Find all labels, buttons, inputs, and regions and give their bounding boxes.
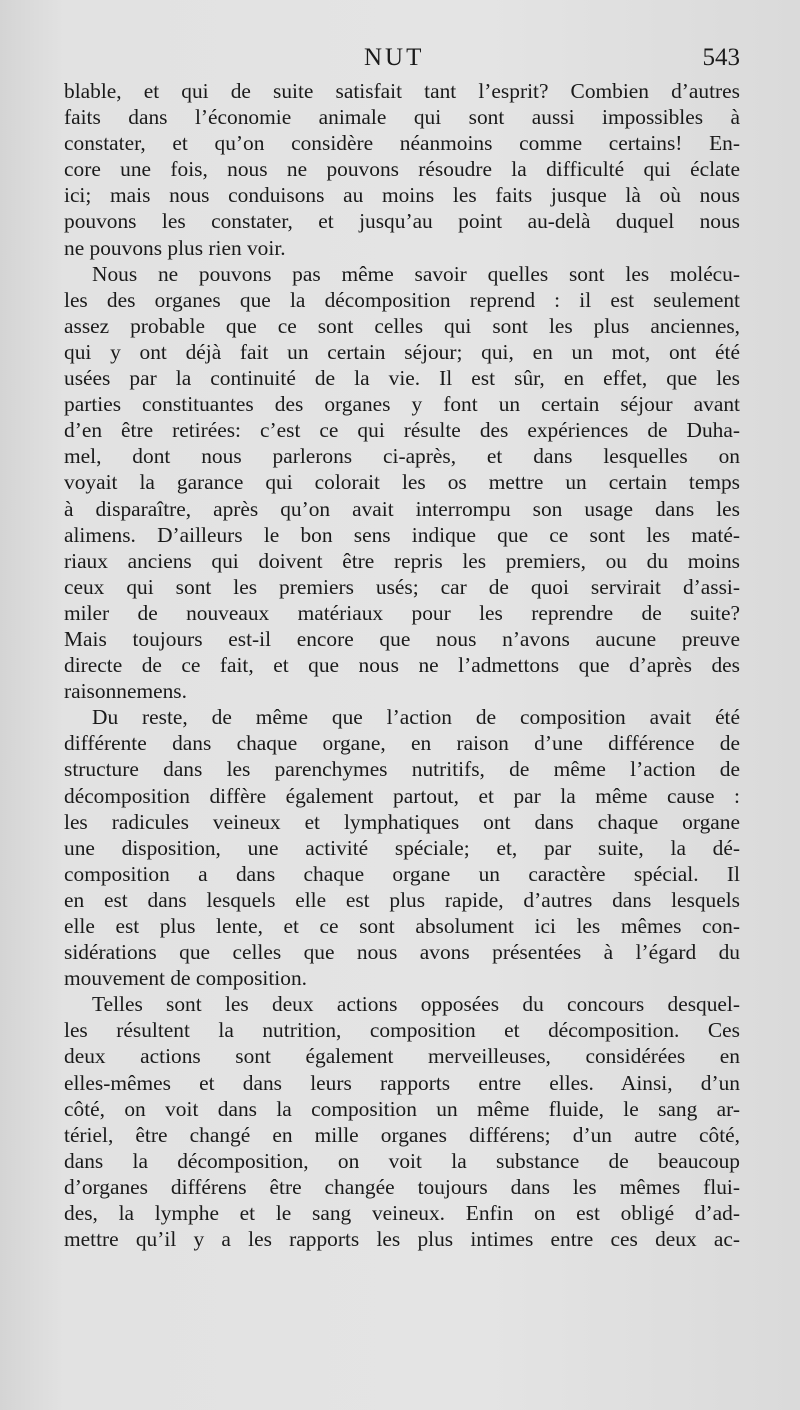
text-line: elles-mêmes et dans leurs rapports entre elles. Ainsi, d’un: [64, 1070, 740, 1095]
text-line: mel, dont nous parlerons ci-après, et dans lesquelles on: [64, 444, 740, 469]
text-line: constater, et qu’on considère néanmoins comme certains! En-: [64, 131, 740, 156]
text-line: pouvons les constater, et jusqu’au point au-delà duquel nous: [64, 209, 740, 234]
text-line: à disparaître, après qu’on avait interrompu son usage dans les: [64, 496, 740, 521]
text-line: décomposition diffère également partout, et par la même cause :: [64, 783, 740, 808]
text-line: ne pouvons plus rien voir.: [64, 235, 286, 260]
text-line: blable, et qui de suite satisfait tant l’esprit? Combien d’autres: [64, 79, 740, 103]
text-line: qui y ont déjà fait un certain séjour; qui, en un mot, ont été: [64, 339, 740, 364]
running-head: NUT: [364, 44, 425, 71]
text-line: côté, on voit dans la composition un même fluide, le sang ar-: [64, 1096, 740, 1121]
text-line: composition a dans chaque organe un caractère spécial. Il: [64, 861, 740, 886]
text-line: tériel, être changé en mille organes différens; d’un autre côté,: [64, 1122, 740, 1147]
text-line: sidérations que celles que nous avons présentées à l’égard du: [64, 940, 740, 965]
text-line: Nous ne pouvons pas même savoir quelles sont les molécu-: [92, 261, 740, 286]
text-line: mettre qu’il y a les rapports les plus intimes entre ces deux ac-: [64, 1227, 740, 1252]
page-number: 543: [702, 44, 740, 71]
text-line: différente dans chaque organe, en raison d’une différence de: [64, 731, 740, 756]
text-line: Telles sont les deux actions opposées du concours desquel-: [92, 992, 740, 1017]
text-line: les radicules veineux et lymphatiques ont dans chaque organe: [64, 809, 740, 834]
text-line: voyait la garance qui colorait les os mettre un certain temps: [64, 470, 740, 495]
text-line: faits dans l’économie animale qui sont aussi impossibles à: [64, 105, 740, 130]
text-line: parties constituantes des organes y font un certain séjour avant: [64, 392, 740, 417]
text-line: deux actions sont également merveilleuses, considérées en: [64, 1044, 740, 1069]
text-line: usées par la continuité de la vie. Il est sûr, en effet, que les: [64, 366, 740, 391]
body-text: [64, 78, 740, 1252]
text-line: une disposition, une activité spéciale; et, par suite, la dé-: [64, 835, 740, 860]
text-line: elle est plus lente, et ce sont absolument ici les mêmes con-: [64, 914, 740, 938]
text-line: riaux anciens qui doivent être repris les premiers, ou du moins: [64, 548, 740, 573]
text-line: structure dans les parenchymes nutritifs, de même l’action de: [64, 757, 740, 782]
text-line: assez probable que ce sont celles qui sont les plus anciennes,: [64, 313, 740, 338]
text-line: en est dans lesquels elle est plus rapide, d’autres dans lesquels: [64, 887, 740, 912]
text-line: d’organes différens être changée toujours dans les mêmes flui-: [64, 1174, 740, 1199]
text-line: les des organes que la décomposition reprend : il est seulement: [64, 287, 740, 312]
text-line: ceux qui sont les premiers usés; car de quoi servirait d’assi-: [64, 574, 740, 599]
text-line: d’en être retirées: c’est ce qui résulte des expériences de Duha-: [64, 418, 740, 443]
text-line: des, la lymphe et le sang veineux. Enfin on est obligé d’ad-: [64, 1201, 740, 1226]
text-line: miler de nouveaux matériaux pour les reprendre de suite?: [64, 600, 740, 625]
text-line: ici; mais nous conduisons au moins les faits jusque là où nous: [64, 183, 740, 208]
text-line: Du reste, de même que l’action de composition avait été: [92, 705, 740, 730]
text-line: directe de ce fait, et que nous ne l’admettons que d’après des: [64, 653, 740, 678]
page-header: [64, 44, 740, 80]
text-line: les résultent la nutrition, composition et décomposition. Ces: [64, 1018, 740, 1043]
text-line: Mais toujours est-il encore que nous n’avons aucune preuve: [64, 626, 740, 651]
text-line: dans la décomposition, on voit la substance de beaucoup: [64, 1148, 740, 1173]
text-line: core une fois, nous ne pouvons résoudre la difficulté qui éclate: [64, 157, 740, 182]
text-line: mouvement de composition.: [64, 966, 307, 991]
text-line: raisonnemens.: [64, 679, 187, 704]
text-line: alimens. D’ailleurs le bon sens indique que ce sont les maté-: [64, 522, 740, 547]
